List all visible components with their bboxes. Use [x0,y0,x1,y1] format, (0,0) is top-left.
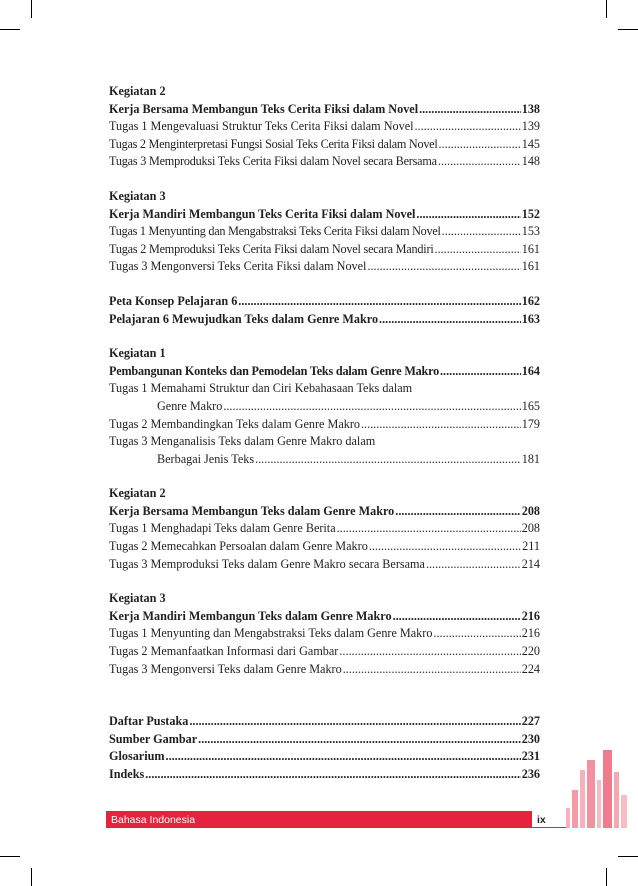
footer-rule [532,827,566,828]
toc-entry[interactable] [109,153,540,171]
kegiatan-heading: Kegiatan 3 [109,188,166,203]
page-number: 230 [521,731,540,746]
page-number: 145 [521,136,540,151]
entry-title: Berbagai Jenis Teks [157,451,255,466]
dot-leader [393,608,521,626]
entry-title: Tugas 1 Menyunting dan Mengabstraksi Teks dalam Genre Makro [109,626,433,641]
entry-title: Tugas 2 Membandingkan Teks dalam Genre Makro [109,416,360,431]
entry-title: Genre Makro [157,398,223,413]
decorative-stripe [597,780,601,828]
decorative-stripe [614,772,619,828]
page-number: 164 [521,363,540,378]
toc-entry[interactable] [109,538,540,556]
page-number: 148 [521,154,540,169]
dot-leader [339,643,520,661]
decorative-stripe [566,808,570,828]
toc-entry[interactable] [109,643,540,661]
page-number: 216 [521,626,540,641]
entry-title: Tugas 3 Mengonversi Teks Cerita Fiksi dalam Novel [109,259,367,274]
dot-leader [433,625,520,643]
decorative-stripe [621,795,627,828]
kegiatan-heading: Kegiatan 2 [109,84,166,98]
page-number: 163 [521,311,540,326]
entry-title: Tugas 2 Memecahkan Persoalan dalam Genre Makro [109,539,368,554]
folio-page-number: ix [537,814,546,826]
decorative-stripe [572,790,578,828]
crop-mark [31,868,32,886]
table-of-contents [109,83,540,784]
toc-entry[interactable] [109,206,540,224]
entry-title: Tugas 3 Memproduksi Teks dalam Genre Makro secara Bersama [109,556,425,571]
page-number: 227 [521,714,540,729]
dot-leader [395,503,520,521]
page-number: 216 [521,608,540,623]
toc-entry[interactable] [109,556,540,574]
dot-leader [442,223,521,241]
toc-entry[interactable] [109,503,540,521]
page-number: 152 [521,206,540,221]
dot-leader [440,363,521,381]
toc-entry[interactable] [109,223,540,241]
toc-entry[interactable] [109,101,540,119]
dot-leader [145,766,520,784]
crop-mark [31,0,32,18]
dot-leader [438,136,520,154]
decorative-stripe [587,760,595,828]
dot-leader [438,153,521,171]
toc-entry[interactable] [109,258,540,276]
entry-title: Pembangunan Konteks dan Pemodelan Teks dalam Genre Makro [109,363,439,378]
page-number: 236 [521,767,540,781]
dot-leader [426,556,521,574]
dot-leader [416,206,520,224]
dot-leader [166,748,521,766]
entry-title: Kerja Bersama Membangun Teks Cerita Fiksi dalam Novel [109,101,419,116]
page-number: 211 [522,539,540,554]
decorative-stripe [580,770,585,828]
page-number: 153 [521,224,540,239]
kegiatan-heading: Kegiatan 3 [109,591,166,606]
dot-leader [419,101,521,119]
toc-entry[interactable] [109,661,540,679]
entry-title: Peta Konsep Pelajaran 6 [109,293,238,308]
toc-entry[interactable] [109,241,540,259]
toc-entry[interactable] [109,731,540,749]
dot-leader [337,520,521,538]
dot-leader [435,241,521,259]
page-number: 214 [521,556,540,571]
crop-mark [606,0,607,18]
entry-title: Indeks [109,767,145,781]
toc-entry[interactable] [109,713,540,731]
entry-title: Sumber Gambar [109,731,198,746]
entry-title-line: Tugas 3 Menganalisis Teks dalam Genre Makro dalam [109,434,376,449]
page-number: 208 [521,521,540,536]
crop-mark [618,856,638,857]
toc-entry[interactable] [109,451,540,469]
toc-entry[interactable] [109,398,540,416]
dot-leader [255,451,521,469]
page-number: 161 [521,259,540,274]
entry-title: Tugas 2 Memproduksi Teks Cerita Fiksi dalam Novel secara Mandiri [109,241,434,256]
toc-entry[interactable] [109,766,540,784]
entry-title: Pelajaran 6 Mewujudkan Teks dalam Genre Makro [109,311,379,326]
page-number: 162 [521,293,540,308]
toc-entry[interactable] [109,625,540,643]
toc-entry[interactable] [109,293,540,311]
page-number: 220 [521,644,540,659]
crop-mark [0,29,20,30]
entry-title: Tugas 3 Mengonversi Teks dalam Genre Makro [109,661,342,676]
crop-mark [606,868,607,886]
page-number: 181 [521,451,540,466]
dot-leader [367,258,520,276]
dot-leader [223,398,520,416]
toc-entry[interactable] [109,136,540,154]
toc-entry[interactable] [109,416,540,434]
decorative-stripe [603,750,612,828]
toc-entry[interactable] [109,118,540,136]
dot-leader [414,118,520,136]
dot-leader [238,293,520,311]
toc-entry[interactable] [109,520,540,538]
toc-entry[interactable] [109,363,540,381]
kegiatan-heading: Kegiatan 2 [109,486,166,501]
dot-leader [361,416,521,434]
page-number: 224 [521,661,540,676]
page-number: 231 [521,749,540,764]
toc-entry[interactable] [109,311,540,329]
entry-title: Tugas 1 Menyunting dan Mengabstraksi Teks Cerita Fiksi dalam Novel [109,224,441,239]
entry-title: Kerja Mandiri Membangun Teks dalam Genre Makro [109,608,392,623]
crop-mark [0,856,20,857]
page-number: 138 [521,101,540,116]
page-number: 139 [521,119,540,134]
entry-title: Tugas 2 Memanfaatkan Informasi dari Gambar [109,644,339,659]
kegiatan-heading: Kegiatan 1 [109,346,166,361]
entry-title: Daftar Pustaka [109,714,189,729]
crop-mark [618,29,638,30]
dot-leader [379,311,521,329]
dot-leader [343,661,521,679]
page-number: 179 [521,416,540,431]
page-number: 161 [521,241,540,256]
toc-entry[interactable] [109,608,540,626]
toc-entry[interactable] [109,748,540,766]
dot-leader [198,731,521,749]
entry-title-line: Tugas 1 Memahami Struktur dan Ciri Kebahasaan Teks dalam [109,381,413,396]
entry-title: Kerja Mandiri Membangun Teks Cerita Fiksi dalam Novel [109,206,416,221]
entry-title: Kerja Bersama Membangun Teks dalam Genre Makro [109,503,395,518]
entry-title: Tugas 3 Memproduksi Teks Cerita Fiksi dalam Novel secara Bersama [109,154,437,169]
page-number: 165 [521,398,540,413]
entry-title: Glosarium [109,749,165,764]
entry-title: Tugas 1 Menghadapi Teks dalam Genre Berita [109,521,336,536]
entry-title: Tugas 1 Mengevaluasi Struktur Teks Cerita Fiksi dalam Novel [109,119,414,134]
book-title: Bahasa Indonesia [111,814,196,826]
entry-title: Tugas 2 Menginterpretasi Fungsi Sosial Teks Cerita Fiksi dalam Novel [109,136,438,151]
dot-leader [369,538,521,556]
page-number: 208 [521,503,540,518]
dot-leader [189,713,520,731]
